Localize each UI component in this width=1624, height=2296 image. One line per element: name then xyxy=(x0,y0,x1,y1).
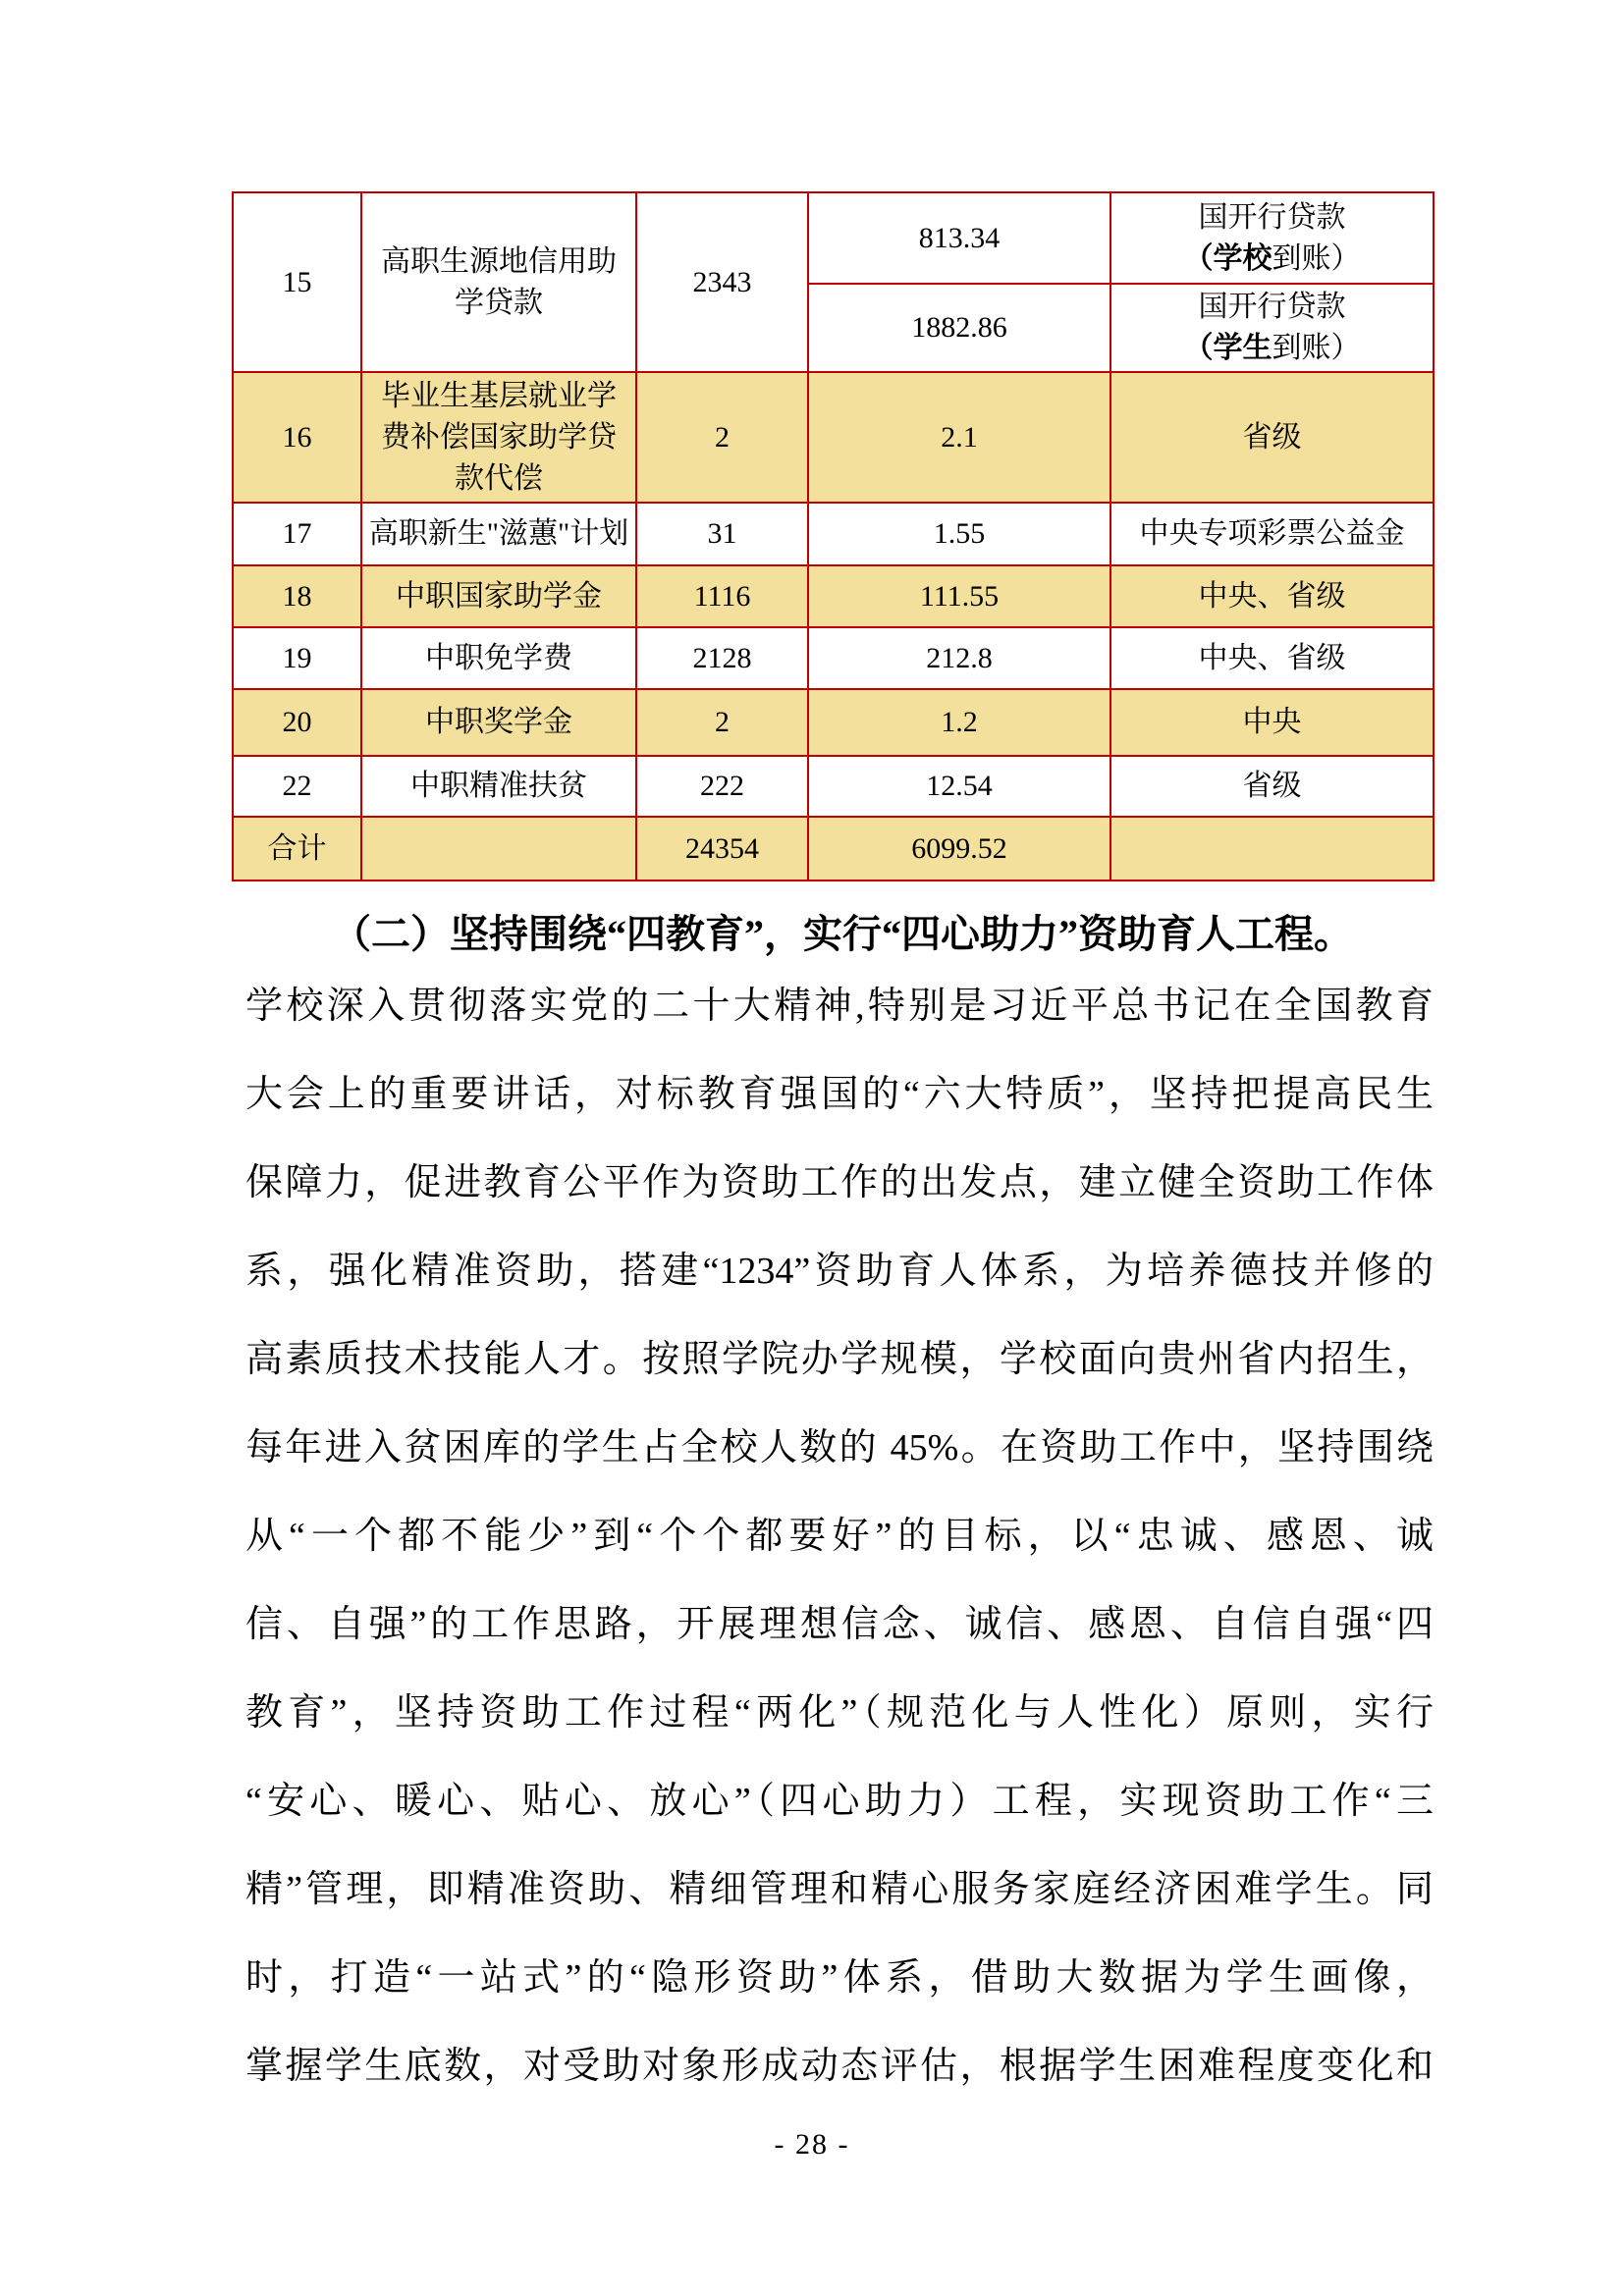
cell-source xyxy=(1110,817,1434,881)
cell-source xyxy=(1110,192,1434,284)
body-line: 保障力，促进教育公平作为资助工作的出发点，建立健全资助工作体 xyxy=(245,1162,1434,1203)
cell-amount: 6099.52 xyxy=(808,817,1110,881)
source-rest: 到账） xyxy=(1272,241,1361,275)
cell-no: 15 xyxy=(233,192,361,372)
source-bold: （学生 xyxy=(1183,332,1272,364)
body-line: “安心、暖心、贴心、放心”（四心助力）工程，实现资助工作“三 xyxy=(245,1781,1434,1822)
cell-no: 16 xyxy=(233,372,361,503)
cell-source: 中央、省级 xyxy=(1110,627,1434,689)
cell-count: 31 xyxy=(636,503,808,565)
table-row xyxy=(233,627,1434,689)
cell-no: 19 xyxy=(233,627,361,689)
cell-amount: 111.55 xyxy=(808,565,1110,627)
cell-no: 17 xyxy=(233,503,361,565)
cell-name: 中职奖学金 xyxy=(361,689,636,756)
cell-name xyxy=(361,817,636,881)
body-line: 从“一个都不能少”到“个个都要好”的目标，以“忠诚、感恩、诚 xyxy=(245,1516,1434,1557)
body-line: 每年进入贫困库的学生占全校人数的 45%。在资助工作中，坚持围绕 xyxy=(245,1427,1434,1468)
table-row xyxy=(233,372,1434,503)
cell-count: 2 xyxy=(636,689,808,756)
cell-amount: 12.54 xyxy=(808,756,1110,817)
cell-no: 20 xyxy=(233,689,361,756)
cell-source: 中央 xyxy=(1110,689,1434,756)
body-line: 信、自强”的工作思路，开展理想信念、诚信、感恩、自信自强“四 xyxy=(245,1604,1434,1645)
funding-table xyxy=(232,191,1435,881)
table-row-total xyxy=(233,817,1434,881)
cell-source: 中央、省级 xyxy=(1110,565,1434,627)
cell-no: 18 xyxy=(233,565,361,627)
cell-no: 合计 xyxy=(233,817,361,881)
cell-name: 中职免学费 xyxy=(361,627,636,689)
source-line1: 国开行贷款 xyxy=(1198,291,1346,323)
cell-count: 1116 xyxy=(636,565,808,627)
body-line: 掌握学生底数，对受助对象形成动态评估，根据学生困难程度变化和 xyxy=(245,2046,1434,2087)
cell-count: 24354 xyxy=(636,817,808,881)
body-paragraph xyxy=(245,962,1434,2110)
table-row xyxy=(233,565,1434,627)
cell-amount: 212.8 xyxy=(808,627,1110,689)
cell-name: 中职国家助学金 xyxy=(361,565,636,627)
cell-name: 毕业生基层就业学费补偿国家助学贷款代偿 xyxy=(361,372,636,503)
cell-source: 省级 xyxy=(1110,756,1434,817)
body-line: 时，打造“一站式”的“隐形资助”体系，借助大数据为学生画像， xyxy=(245,1957,1434,1999)
cell-count: 2343 xyxy=(636,192,808,372)
cell-amount: 2.1 xyxy=(808,372,1110,503)
cell-amount: 1.2 xyxy=(808,689,1110,756)
section-heading: （二）坚持围绕“四教育”，实行“四心助力”资助育人工程。 xyxy=(332,912,1353,956)
table-row xyxy=(233,192,1434,284)
body-line: 教育”，坚持资助工作过程“两化”（规范化与人性化）原则，实行 xyxy=(245,1692,1434,1734)
cell-amount: 813.34 xyxy=(808,192,1110,284)
cell-source xyxy=(1110,284,1434,372)
cell-source: 省级 xyxy=(1110,372,1434,503)
cell-count: 2 xyxy=(636,372,808,503)
body-line: 精”管理，即精准资助、精细管理和精心服务家庭经济困难学生。同 xyxy=(245,1869,1434,1910)
body-line: 学校深入贯彻落实党的二十大精神,特别是习近平总书记在全国教育 xyxy=(245,986,1434,1027)
body-line: 大会上的重要讲话，对标教育强国的“六大特质”，坚持把提高民生 xyxy=(245,1074,1434,1115)
cell-count: 222 xyxy=(636,756,808,817)
table-row xyxy=(233,756,1434,817)
body-line: 系，强化精准资助，搭建“1234”资助育人体系，为培养德技并修的 xyxy=(245,1251,1434,1292)
table-row xyxy=(233,503,1434,565)
cell-name: 高职新生"滋蕙"计划 xyxy=(361,503,636,565)
source-line1: 国开行贷款 xyxy=(1198,200,1346,234)
cell-name: 中职精准扶贫 xyxy=(361,756,636,817)
source-rest: 到账） xyxy=(1272,332,1361,364)
cell-no: 22 xyxy=(233,756,361,817)
cell-name: 高职生源地信用助学贷款 xyxy=(361,192,636,372)
cell-amount: 1882.86 xyxy=(808,284,1110,372)
cell-source: 中央专项彩票公益金 xyxy=(1110,503,1434,565)
table-row xyxy=(233,689,1434,756)
body-line: 高素质技术技能人才。按照学院办学规模，学校面向贵州省内招生， xyxy=(245,1339,1434,1380)
source-bold: （学校 xyxy=(1183,241,1272,275)
cell-amount: 1.55 xyxy=(808,503,1110,565)
cell-count: 2128 xyxy=(636,627,808,689)
page-number: - 28 - xyxy=(774,2128,850,2161)
